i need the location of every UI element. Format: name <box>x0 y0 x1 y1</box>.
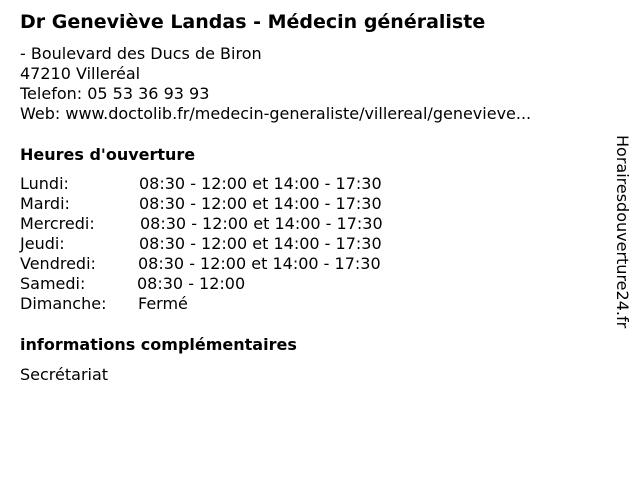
day-label: Vendredi: <box>20 254 96 273</box>
page-title: Dr Geneviève Landas - Médecin généraliste <box>20 11 486 33</box>
additional-info-heading: informations complémentaires <box>20 335 297 354</box>
day-label: Jeudi: <box>20 234 65 253</box>
hours-value: 08:30 - 12:00 <box>137 274 246 293</box>
hours-value: 08:30 - 12:00 et 14:00 - 17:30 <box>138 254 381 273</box>
opening-hours-heading: Heures d'ouverture <box>20 145 196 164</box>
phone-number: Telefon: 05 53 36 93 93 <box>20 84 210 103</box>
hours-value: 08:30 - 12:00 et 14:00 - 17:30 <box>139 194 382 213</box>
city: 47210 Villeréal <box>20 64 141 83</box>
hours-value: 08:30 - 12:00 et 14:00 - 17:30 <box>139 234 382 253</box>
site-brand-vertical <box>612 135 632 370</box>
day-label: Mercredi: <box>20 214 95 233</box>
hours-value: 08:30 - 12:00 et 14:00 - 17:30 <box>139 174 382 193</box>
hours-value: 08:30 - 12:00 et 14:00 - 17:30 <box>140 214 383 233</box>
website-link[interactable]: Web: www.doctolib.fr/medecin-generaliste/villereal/genevieve... <box>20 104 532 123</box>
street-address: - Boulevard des Ducs de Biron <box>20 44 262 63</box>
additional-info-text: Secrétariat <box>20 365 109 384</box>
hours-value: Fermé <box>138 294 188 313</box>
site-brand-text: Horairesdouverture24.fr <box>613 135 632 329</box>
day-label: Dimanche: <box>20 294 107 313</box>
day-label: Mardi: <box>20 194 70 213</box>
day-label: Lundi: <box>20 174 69 193</box>
day-label: Samedi: <box>20 274 86 293</box>
address-block <box>20 44 531 124</box>
